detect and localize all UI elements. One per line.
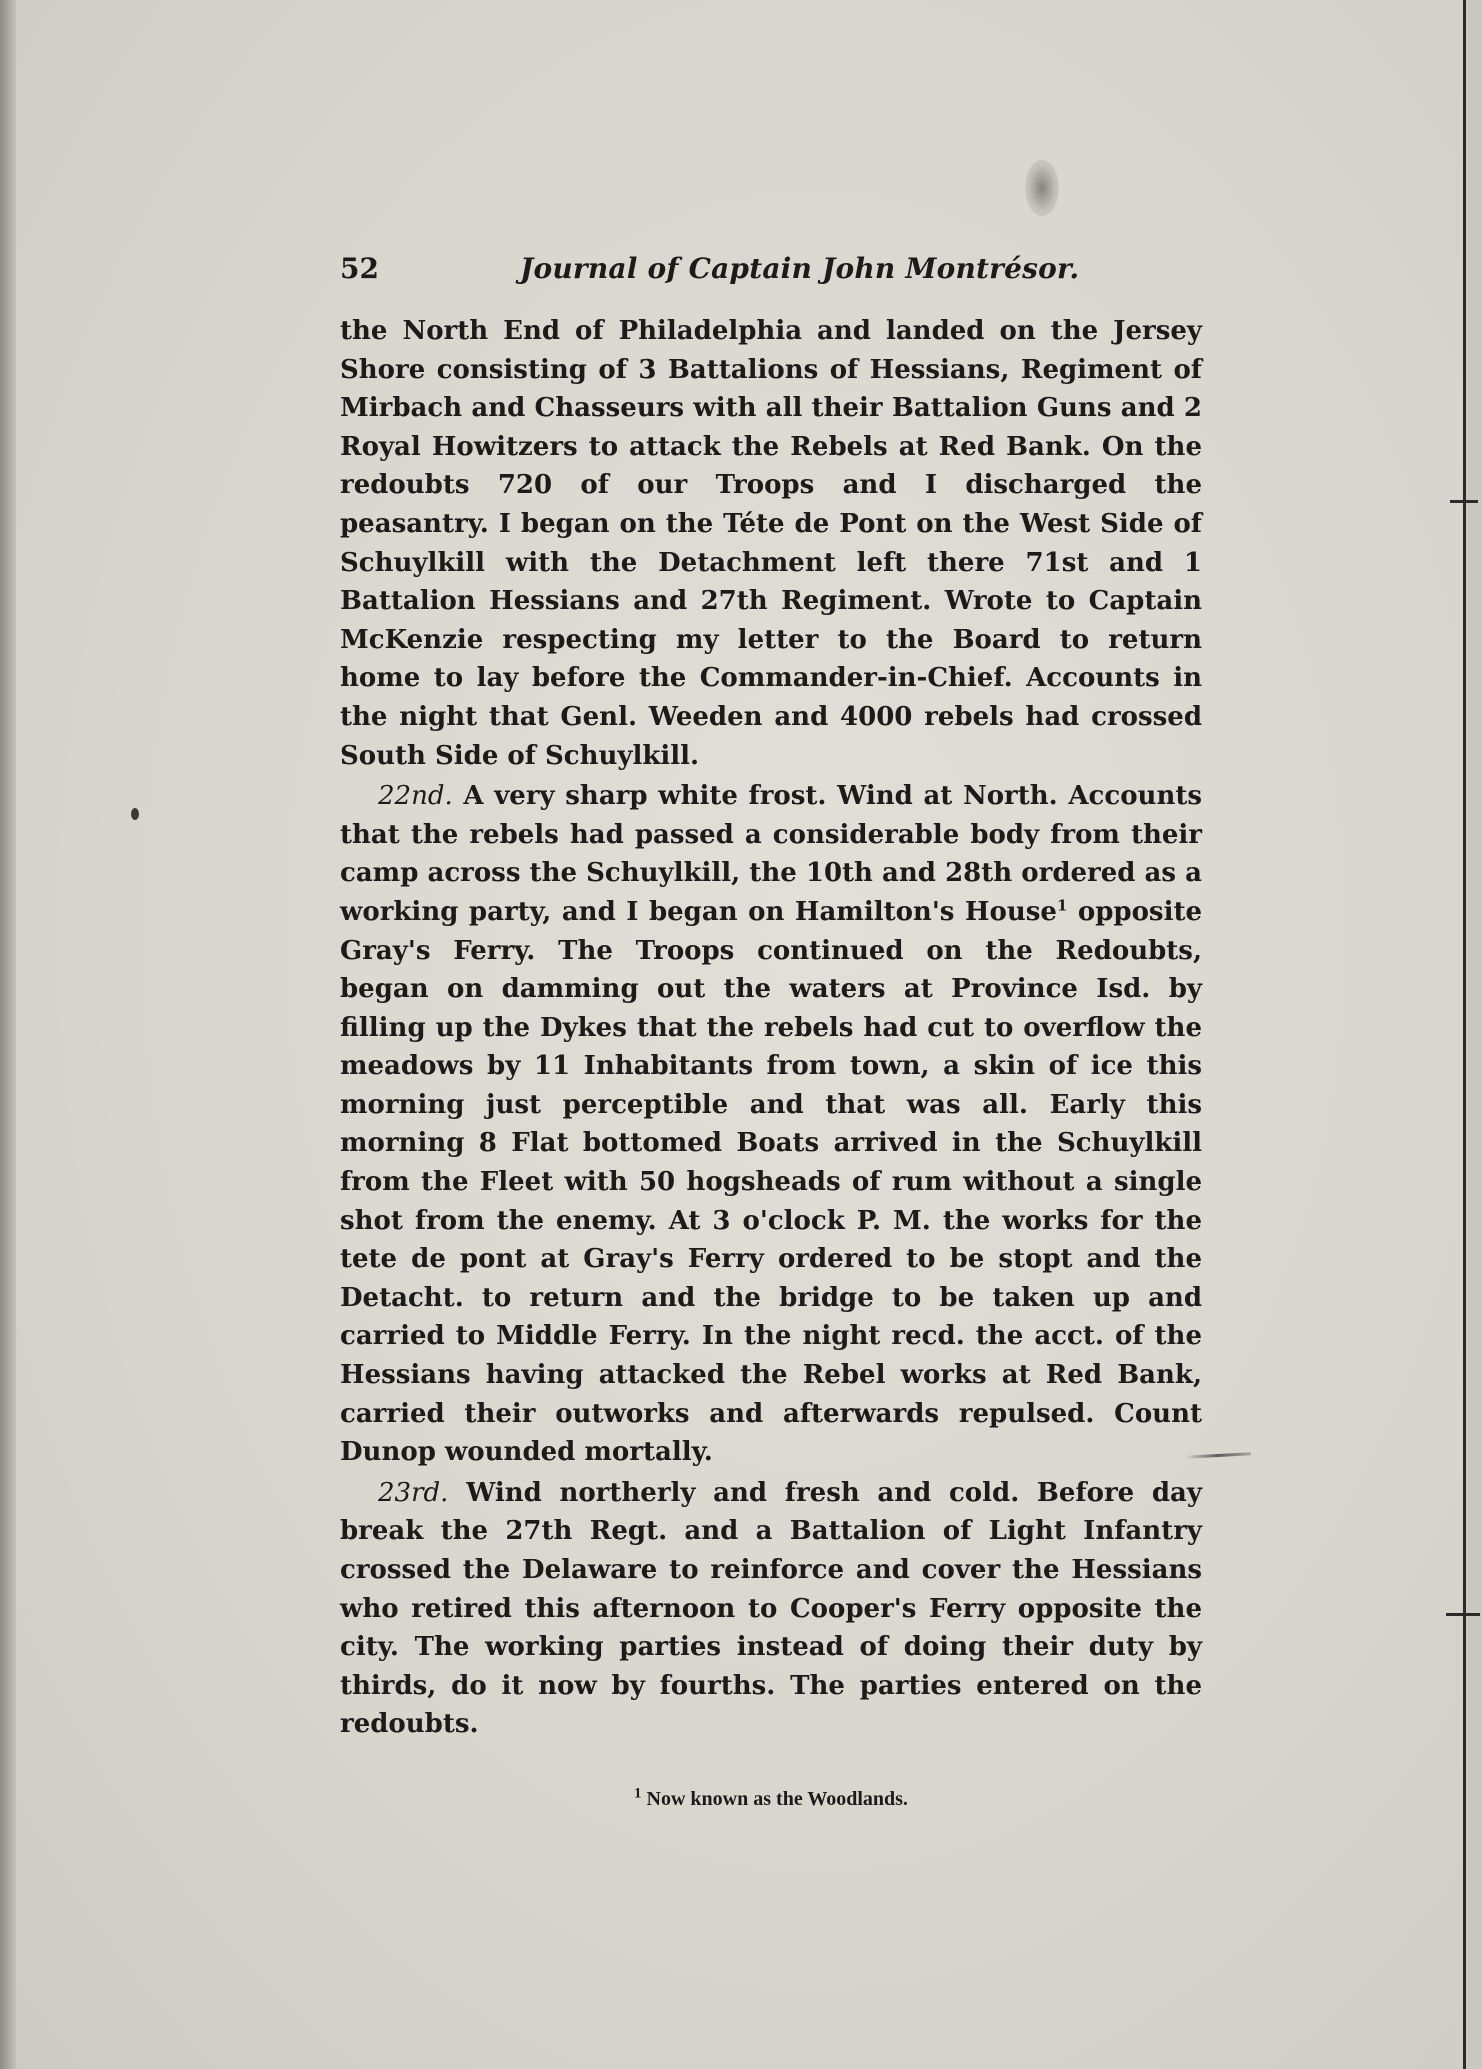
edge-tick-mark: [1446, 1613, 1480, 1616]
page-number: 52: [340, 252, 379, 285]
entry-date: 22nd.: [378, 781, 453, 812]
footnote-mark: 1: [634, 1785, 642, 1802]
ink-speck: [131, 808, 139, 820]
paragraph-continued: the North End of Philadelphia and landed on the Jersey Shore consisting of 3 Battalions of Hessians, Regiment of Mirbach and Chasseurs with all their Battalion Guns and 2 Royal Howitzers to attack the Rebels at Red Bank. On the redoubts 720 of our Troops and I discharged the peasantry. I began on the Téte de Pont on the West Side of Schuylkill with the Detachment left there 71st and 1 Battalion Hessians and 27th Regiment. Wrote to Captain McKenzie respecting my letter to the Board to return home to lay before the Commander-in-Chief. Accounts in the night that Genl. Weeden and 4000 rebels had crossed South Side of Schuylkill.: [340, 316, 1202, 771]
body-text: [340, 312, 1202, 1744]
entry-22nd: [340, 777, 1202, 1472]
running-head: [340, 248, 1202, 290]
entry-text: opposite Gray's Ferry. The Troops continued on the Redoubts, began on damming out the waters at Province Isd. by filling up the Dykes that the rebels had cut to overflow the meadows by 11 Inhabitants from town, a skin of ice this morning just perceptible and that was all. Early this morning 8 Flat bottomed Boats arrived in the Schuylkill from the Fleet with 50 hogsheads of rum without a single shot from the enemy. At 3 o'clock P. M. the works for the tete de pont at Gray's Ferry ordered to be stopt and the Detacht. to return and the bridge to be taken up and carried to Middle Ferry. In the night recd. the acct. of the Hessians having attacked the Rebel works at Red Bank, carried their outworks and afterwards repulsed. Count Dunop wounded mortally.: [340, 896, 1203, 1468]
binding-shadow: [0, 0, 16, 2069]
entry-23rd: [340, 1474, 1202, 1744]
entry-date: 23rd.: [378, 1477, 449, 1508]
footnote: [340, 1785, 1202, 1811]
page-content: [340, 248, 1202, 1811]
page-edge-rule: [1463, 0, 1466, 2069]
ink-smudge: [1025, 160, 1059, 216]
running-title: Journal of Captain John Montrésor.: [520, 252, 1080, 285]
entry-text: Wind northerly and fresh and cold. Before day break the 27th Regt. and a Battalion of Light Infantry crossed the Delaware to reinforce and cover the Hessians who retired this afternoon to Cooper's Ferry opposite the city. The working parties instead of doing their duty by thirds, do it now by fourths. The parties entered on the redoubts.: [340, 1477, 1202, 1740]
footnote-text: Now known as the Woodlands.: [641, 1787, 908, 1810]
edge-tick-mark: [1450, 500, 1478, 503]
entry-text: A very sharp white frost. Wind at North. Accounts that the rebels had passed a considerable body from their camp across the Schuylkill, the 10th and 28th ordered as a working party, and I began on Hamilton's House: [340, 781, 1202, 927]
footnote-reference: 1: [1056, 896, 1068, 915]
right-margin: [1466, 0, 1482, 2069]
